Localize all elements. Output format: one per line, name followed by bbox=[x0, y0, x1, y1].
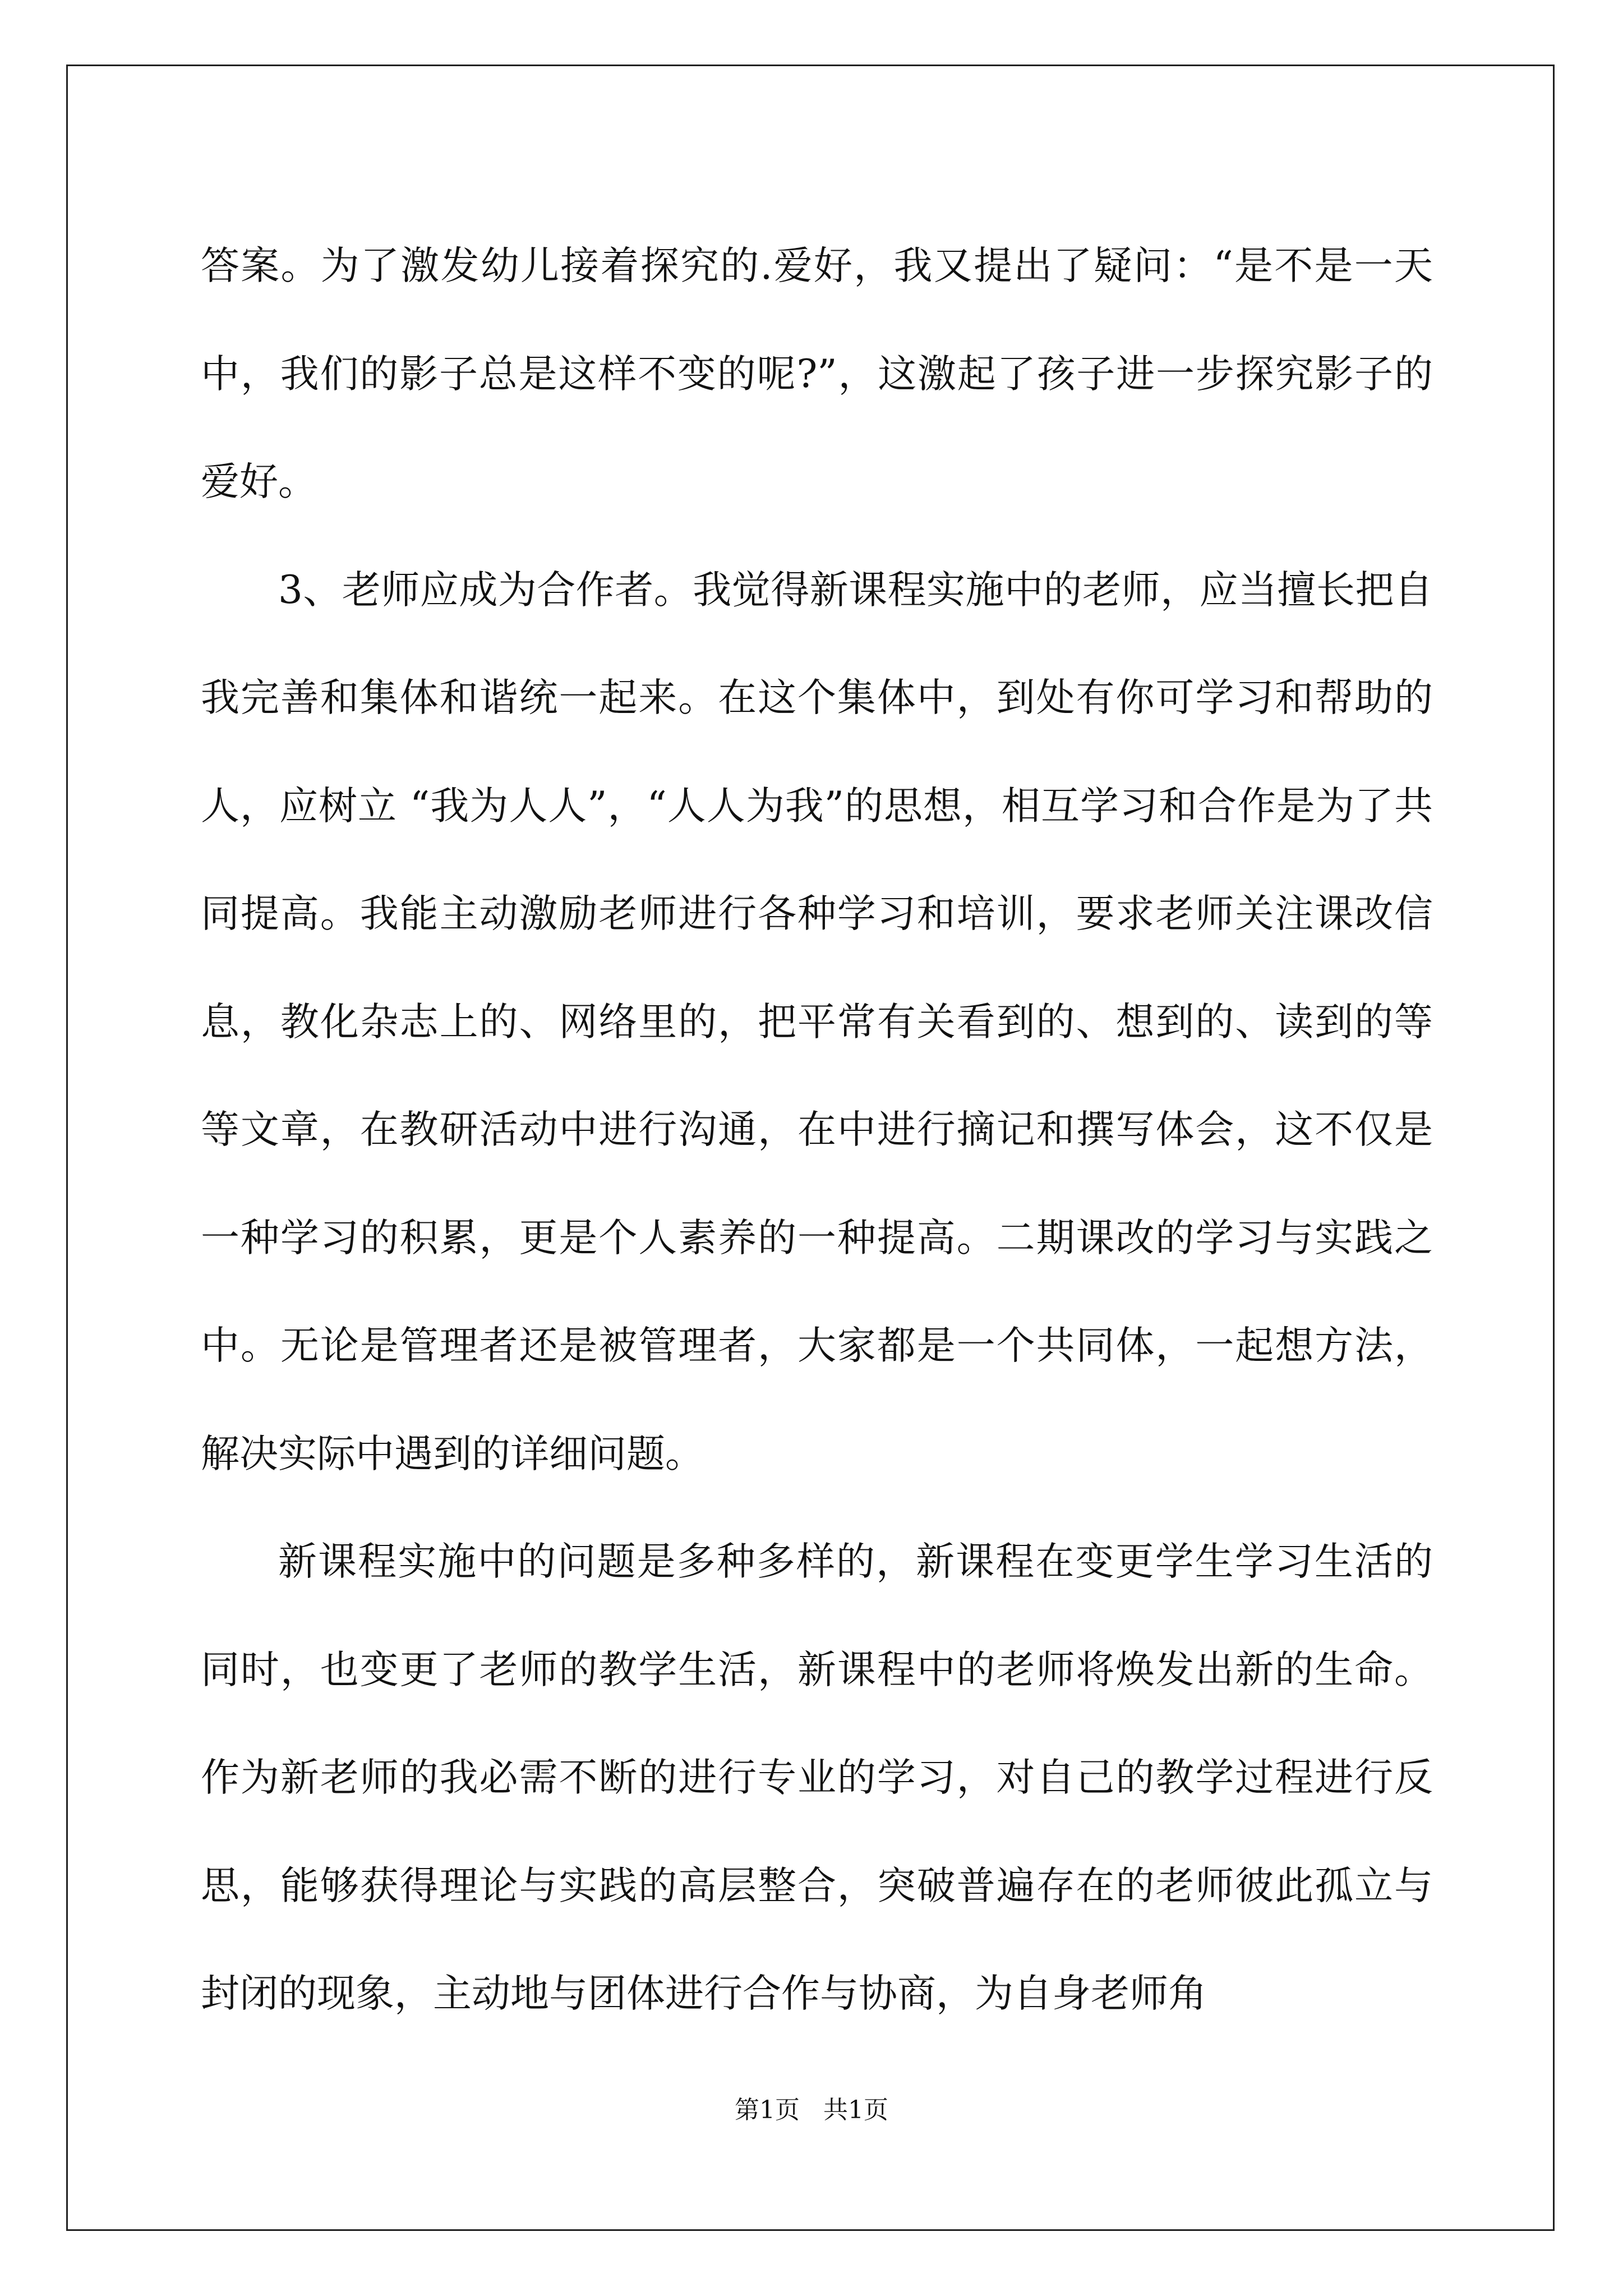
paragraph-3: 新课程实施中的问题是多种多样的，新课程在变更学生学习生活的同时，也变更了老师的教学生活，新课程中的老师将焕发出新的生命。作为新老师的我必需不断的进行专业的学习，对自己的教学过程进行反思，能够获得理论与实践的高层整合，突破普遍存在的老师彼此孤立与封闭的现象，主动地与团体进行合作与协商，为自身老师角 bbox=[201, 1539, 1433, 2016]
paragraph-1: 答案。为了激发幼儿接着探究的.爱好，我又提出了疑问：“是不是一天中，我们的影子总是这样不变的呢?”，这激起了孩子进一步探究影子的爱好。 bbox=[201, 243, 1433, 504]
document-body bbox=[201, 212, 1433, 2048]
page-number-footer: 第1页 共1页 bbox=[735, 2096, 888, 2124]
paragraph-2: 3、老师应成为合作者。我觉得新课程实施中的老师，应当擅长把自我完善和集体和谐统一起来。在这个集体中，到处有你可学习和帮助的人，应树立 “我为人人”，“人人为我”的思想，相互学习和合作是为了共同提高。我能主动激励老师进行各种学习和培训，要求老师关注课改信息，教化杂志上的、网络里的，把平常有关看到的、想到的、读到的等等文章，在教研活动中进行沟通，在中进行摘记和撰写体会，这不仅是一种学习的积累，更是个人素养的一种提高。二期课改的学习与实践之中。无论是管理者还是被管理者，大家都是一个共同体，一起想方法，解决实际中遇到的详细问题。 bbox=[201, 567, 1433, 1476]
